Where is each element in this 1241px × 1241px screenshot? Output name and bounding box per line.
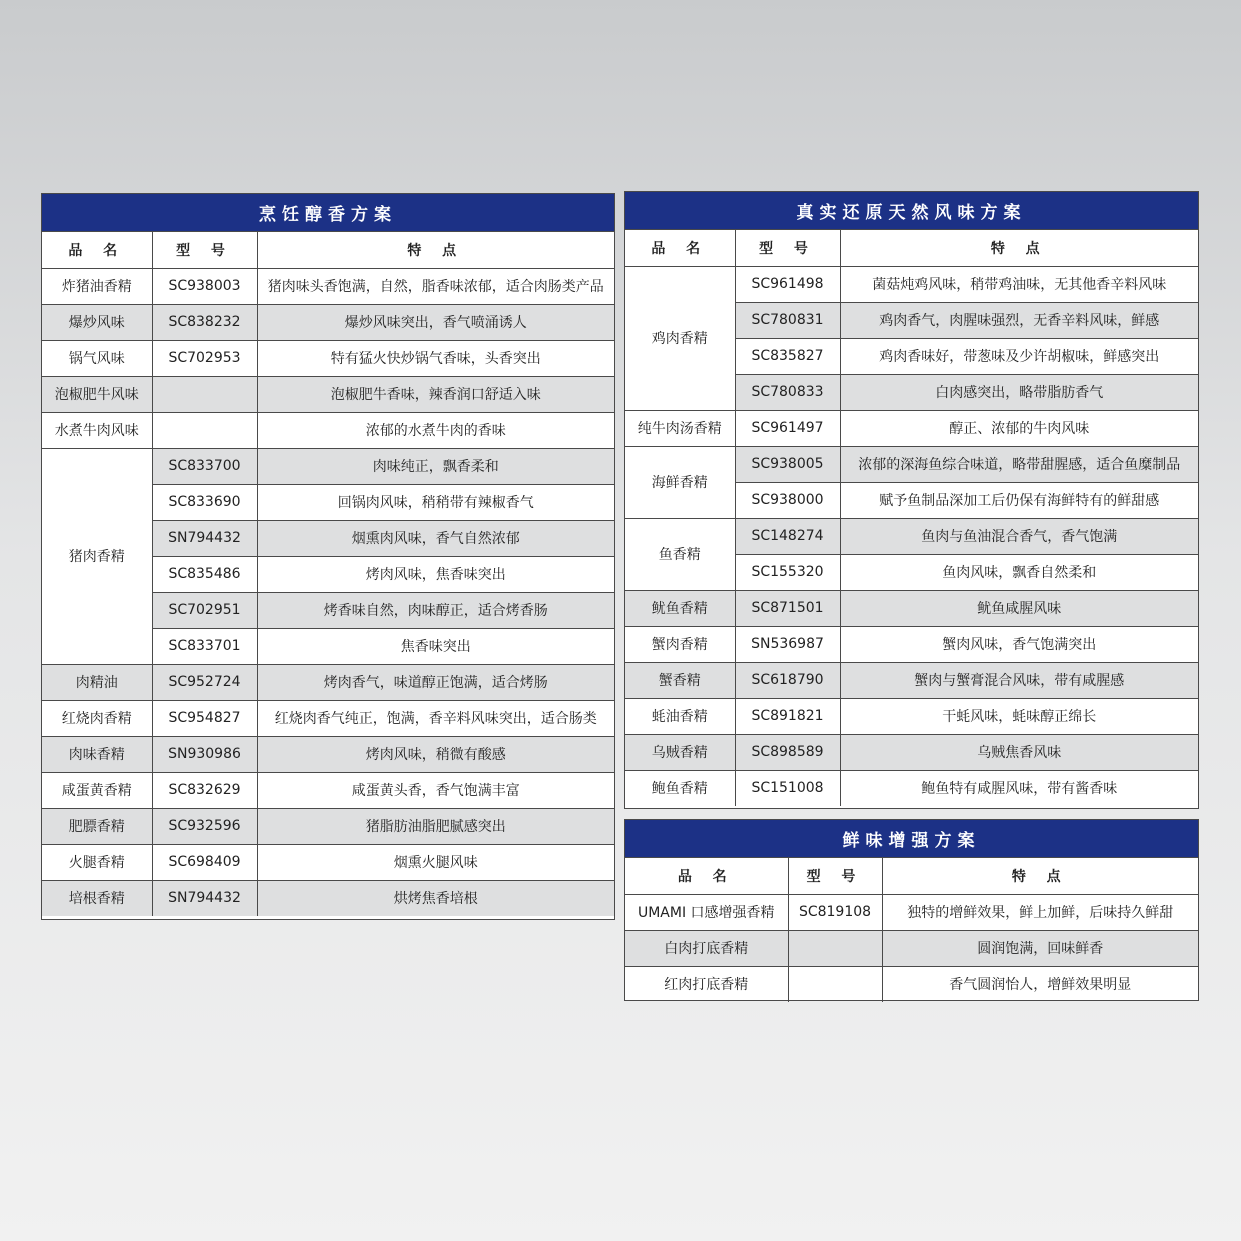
col-header-feature: 特 点 (840, 230, 1198, 266)
col-header-feature: 特 点 (882, 858, 1198, 894)
feature-text: 爆炒风味突出，香气喷涌诱人 (257, 304, 614, 340)
col-header-name: 品 名 (625, 230, 735, 266)
feature-text: 烟熏火腿风味 (257, 844, 614, 880)
umami-table (625, 858, 1198, 1002)
model-number (788, 966, 882, 1002)
model-number: SC702951 (152, 592, 257, 628)
model-number: SC148274 (735, 518, 840, 554)
model-number: SC155320 (735, 554, 840, 590)
col-header-model: 型 号 (788, 858, 882, 894)
product-name: 泡椒肥牛风味 (42, 376, 152, 412)
model-number: SC838232 (152, 304, 257, 340)
table-row (42, 448, 614, 484)
table-row (42, 880, 614, 916)
feature-text: 醇正、浓郁的牛肉风味 (840, 410, 1198, 446)
feature-text: 回锅肉风味，稍稍带有辣椒香气 (257, 484, 614, 520)
model-number: SC932596 (152, 808, 257, 844)
product-name: UMAMI 口感增强香精 (625, 894, 788, 930)
product-name: 咸蛋黄香精 (42, 772, 152, 808)
model-number: SC819108 (788, 894, 882, 930)
model-number: SC833700 (152, 448, 257, 484)
model-number (152, 412, 257, 448)
table-row (625, 590, 1198, 626)
feature-text: 烤肉风味，稍微有酸感 (257, 736, 614, 772)
model-number: SC952724 (152, 664, 257, 700)
feature-text: 蟹肉与蟹膏混合风味，带有咸腥感 (840, 662, 1198, 698)
cooking-panel (41, 193, 615, 920)
product-name: 纯牛肉汤香精 (625, 410, 735, 446)
col-header-model: 型 号 (152, 232, 257, 268)
table-row (42, 304, 614, 340)
model-number: SN794432 (152, 520, 257, 556)
product-name: 肥膘香精 (42, 808, 152, 844)
table-row (625, 966, 1198, 1002)
umami-panel (624, 819, 1199, 1001)
feature-text: 烤肉香气，味道醇正饱满，适合烤肠 (257, 664, 614, 700)
table-row (625, 770, 1198, 806)
product-name: 红肉打底香精 (625, 966, 788, 1002)
table-row (625, 446, 1198, 482)
table-row (42, 340, 614, 376)
product-name: 猪肉香精 (42, 448, 152, 664)
cooking-table (42, 232, 614, 916)
model-number: SC961498 (735, 266, 840, 302)
model-number: SN536987 (735, 626, 840, 662)
table-row (42, 376, 614, 412)
feature-text: 肉味纯正，飘香柔和 (257, 448, 614, 484)
product-name: 乌贼香精 (625, 734, 735, 770)
feature-text: 圆润饱满，回味鲜香 (882, 930, 1198, 966)
feature-text: 红烧肉香气纯正，饱满，香辛料风味突出，适合肠类 (257, 700, 614, 736)
feature-text: 鱼肉与鱼油混合香气，香气饱满 (840, 518, 1198, 554)
feature-text: 香气圆润怡人，增鲜效果明显 (882, 966, 1198, 1002)
model-number (152, 376, 257, 412)
model-number: SC780831 (735, 302, 840, 338)
model-number: SC702953 (152, 340, 257, 376)
product-name: 蚝油香精 (625, 698, 735, 734)
model-number: SC871501 (735, 590, 840, 626)
product-name: 鲍鱼香精 (625, 770, 735, 806)
product-name: 白肉打底香精 (625, 930, 788, 966)
product-name: 培根香精 (42, 880, 152, 916)
feature-text: 烤香味自然，肉味醇正，适合烤香肠 (257, 592, 614, 628)
table-row (625, 734, 1198, 770)
feature-text: 咸蛋黄头香，香气饱满丰富 (257, 772, 614, 808)
feature-text: 鲍鱼特有咸腥风味，带有酱香味 (840, 770, 1198, 806)
model-number: SC938005 (735, 446, 840, 482)
table-row (42, 700, 614, 736)
feature-text: 特有猛火快炒锅气香味，头香突出 (257, 340, 614, 376)
table-row (42, 412, 614, 448)
model-number: SN794432 (152, 880, 257, 916)
product-name: 火腿香精 (42, 844, 152, 880)
product-name: 鱿鱼香精 (625, 590, 735, 626)
table-row (42, 808, 614, 844)
model-number: SC698409 (152, 844, 257, 880)
natural-table (625, 230, 1198, 806)
model-number: SC618790 (735, 662, 840, 698)
model-number: SC780833 (735, 374, 840, 410)
table-row (42, 772, 614, 808)
table-row (625, 930, 1198, 966)
model-number: SC938000 (735, 482, 840, 518)
feature-text: 乌贼焦香风味 (840, 734, 1198, 770)
feature-text: 干蚝风味，蚝味醇正绵长 (840, 698, 1198, 734)
model-number: SC961497 (735, 410, 840, 446)
feature-text: 浓郁的水煮牛肉的香味 (257, 412, 614, 448)
feature-text: 赋予鱼制品深加工后仍保有海鲜特有的鲜甜感 (840, 482, 1198, 518)
feature-text: 独特的增鲜效果，鲜上加鲜，后味持久鲜甜 (882, 894, 1198, 930)
product-name: 肉味香精 (42, 736, 152, 772)
model-number: SC835827 (735, 338, 840, 374)
product-name: 爆炒风味 (42, 304, 152, 340)
product-name: 蟹香精 (625, 662, 735, 698)
cooking-title: 烹饪醇香方案 (42, 194, 614, 232)
feature-text: 蟹肉风味，香气饱满突出 (840, 626, 1198, 662)
product-name: 肉精油 (42, 664, 152, 700)
product-name: 炸猪油香精 (42, 268, 152, 304)
feature-text: 焦香味突出 (257, 628, 614, 664)
feature-text: 泡椒肥牛香味，辣香润口舒适入味 (257, 376, 614, 412)
umami-title: 鲜味增强方案 (625, 820, 1198, 858)
product-name: 鸡肉香精 (625, 266, 735, 410)
table-row (625, 518, 1198, 554)
table-row (625, 410, 1198, 446)
feature-text: 鱿鱼咸腥风味 (840, 590, 1198, 626)
feature-text: 鸡肉香气，肉腥味强烈，无香辛料风味，鲜感 (840, 302, 1198, 338)
feature-text: 猪脂肪油脂肥腻感突出 (257, 808, 614, 844)
model-number: SC832629 (152, 772, 257, 808)
table-row (42, 268, 614, 304)
feature-text: 猪肉味头香饱满，自然，脂香味浓郁，适合肉肠类产品 (257, 268, 614, 304)
product-name: 水煮牛肉风味 (42, 412, 152, 448)
model-number (788, 930, 882, 966)
col-header-name: 品 名 (42, 232, 152, 268)
table-row (625, 266, 1198, 302)
model-number: SC891821 (735, 698, 840, 734)
table-row (625, 698, 1198, 734)
feature-text: 菌菇炖鸡风味，稍带鸡油味，无其他香辛料风味 (840, 266, 1198, 302)
product-name: 鱼香精 (625, 518, 735, 590)
model-number: SC833701 (152, 628, 257, 664)
product-name: 红烧肉香精 (42, 700, 152, 736)
feature-text: 浓郁的深海鱼综合味道，略带甜腥感，适合鱼糜制品 (840, 446, 1198, 482)
feature-text: 鱼肉风味，飘香自然柔和 (840, 554, 1198, 590)
feature-text: 鸡肉香味好，带葱味及少许胡椒味，鲜感突出 (840, 338, 1198, 374)
model-number: SC898589 (735, 734, 840, 770)
model-number: SC938003 (152, 268, 257, 304)
feature-text: 白肉感突出，略带脂肪香气 (840, 374, 1198, 410)
model-number: SC835486 (152, 556, 257, 592)
product-name: 锅气风味 (42, 340, 152, 376)
feature-text: 烤肉风味，焦香味突出 (257, 556, 614, 592)
table-row (625, 626, 1198, 662)
col-header-name: 品 名 (625, 858, 788, 894)
natural-panel (624, 191, 1199, 809)
model-number: SC954827 (152, 700, 257, 736)
product-name: 蟹肉香精 (625, 626, 735, 662)
table-row (625, 662, 1198, 698)
natural-title: 真实还原天然风味方案 (625, 192, 1198, 230)
model-number: SC151008 (735, 770, 840, 806)
product-name: 海鲜香精 (625, 446, 735, 518)
table-row (42, 736, 614, 772)
table-row (625, 894, 1198, 930)
table-row (42, 844, 614, 880)
table-row (42, 664, 614, 700)
feature-text: 烘烤焦香培根 (257, 880, 614, 916)
col-header-feature: 特 点 (257, 232, 614, 268)
feature-text: 烟熏肉风味，香气自然浓郁 (257, 520, 614, 556)
col-header-model: 型 号 (735, 230, 840, 266)
model-number: SC833690 (152, 484, 257, 520)
model-number: SN930986 (152, 736, 257, 772)
